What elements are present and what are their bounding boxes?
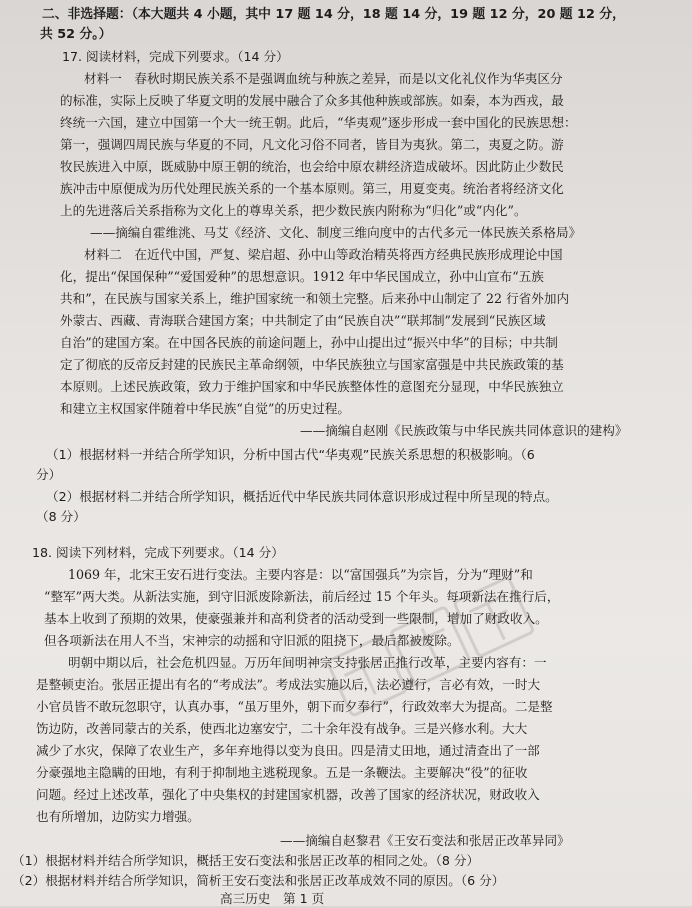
q17-m1-line: 材料一 春秋时期民族关系不是强调血统与种族之差异，而是以文化礼仪作为华夷区分 xyxy=(84,71,563,86)
q17-sub1-cont: 分） xyxy=(36,467,62,482)
q18-line: 基本上收到了预期的效果，使豪强兼并和高利贷者的活动受到一些限制，增加了财政收入。 xyxy=(44,611,548,626)
q18-sub1: （1）根据材料并结合所学知识，概括王安石变法和张居正改革的相同之处。（8 分） xyxy=(12,853,480,868)
q18-line: 但各项新法在用人不当，宋神宗的动摇和守旧派的阻挠下，最后都被废除。 xyxy=(44,633,460,648)
q17-source2: ——摘编自赵刚《民族政策与中华民族共同体意识的建构》 xyxy=(300,423,628,438)
q18-prompt: 18. 阅读下列材料，完成下列要求。（14 分） xyxy=(32,545,284,560)
q18-line: 也有所增加，边防实力增强。 xyxy=(36,809,200,824)
q18-line: 是整顿吏治。张居正提出有名的“考成法”。考成法实施以后，法必遵行，言必有效，一时大 xyxy=(36,677,541,692)
q18-line: 分豪强地主隐瞒的田地，有利于抑制地主逃税现象。五是一条鞭法。主要解决“役”的征收 xyxy=(36,765,528,780)
q17-m2-line: 共和”，在民族与国家关系上，维护国家统一和领土完整。后来孙中山制定了 22 行省外加内 xyxy=(60,291,570,306)
q17-m2-line: 自治”的建国方案。在中国各民族的前途问题上，孙中山提出过“振兴中华”的目标；中共制 xyxy=(60,335,558,350)
q17-m1-line: 上的先进落后关系指称为文化上的尊卑关系，把少数民族内附称为“归化”或“内化”。 xyxy=(60,203,527,218)
q18-line: 饬边防，改善同蒙古的关系，使西北边塞安宁，二十余年没有战争。三是兴修水利。大大 xyxy=(36,721,528,736)
q17-sub1: （1）根据材料一并结合所学知识，分析中国古代“华夷观”民族关系思想的积极影响。（6 xyxy=(46,447,535,462)
section-header: 二、非选择题：（本大题共 4 小题，其中 17 题 14 分，18 题 14 分，19 题 12 分，20 题 12 分， xyxy=(42,7,625,22)
q17-m1-line: 第一，强调四周民族与华夏的不同，凡文化习俗不同者，皆目为夷狄。第二，夷夏之防。游 xyxy=(60,137,564,152)
section-header-cont: 共 52 分。） xyxy=(40,27,112,42)
q17-m2-line: 定了彻底的反帝反封建的民族民主革命纲领，中华民族独立与国家富强是中共民族政策的基 xyxy=(60,357,564,372)
q18-line: 问题。经过上述改革，强化了中央集权的封建国家机器，改善了国家的经济状况，财政收入 xyxy=(36,787,540,802)
q17-m1-line: 牧民族进入中原，既威胁中原王朝的统治，也会给中原农耕经济造成破坏。因此防止少数民 xyxy=(60,159,564,174)
page-footer: 高三历史 第 1 页 xyxy=(220,891,325,906)
q18-source: ——摘编自赵黎君《王安石变法和张居正改革异同》 xyxy=(280,833,570,848)
q17-m2-line: 和建立主权国家伴随着中华民族“自觉”的历史过程。 xyxy=(60,401,350,416)
q17-m1-line: 终统一六国，建立中国第一个大一统王朝。此后，“华夷观”逐步形成一套中国化的民族思想： xyxy=(60,115,577,130)
q18-line: 明朝中期以后，社会危机四显。万历年间明神宗支持张居正推行改革，主要内容有：一 xyxy=(68,655,547,670)
q17-m1-line: 族冲击中原便成为历代处理民族关系的一个基本原则。第三，用夏变夷。统治者将经济文化 xyxy=(60,181,564,196)
q17-m1-line: 的标准，实际上反映了华夏文明的发展中融合了众多其他种族或部族。如秦，本为西戎，最 xyxy=(60,93,564,108)
q17-m2-line: 材料二 在近代中国，严复、梁启超、孙中山等政治精英将西方经典民族形成理论中国 xyxy=(84,247,563,262)
q17-m2-line: 外蒙古、西藏、青海联合建国方案；中共制定了由“民族自决”“联邦制”发展到“民族区域 xyxy=(60,313,546,328)
q17-m2-line: 化，提出“保国保种”“爱国爱种”的思想意识。1912 年中华民国成立，孙中山宣布“五族 xyxy=(60,269,544,284)
q17-sub2: （2）根据材料二并结合所学知识，概括近代中华民族共同体意识形成过程中所呈现的特点。 xyxy=(46,489,558,504)
q17-source1: ——摘编自霍维洮、马艾《经济、文化、制度三维向度中的古代多元一体民族关系格局》 xyxy=(90,225,582,240)
q18-line: 小官员皆不敢玩忽职守，认真办事，“虽万里外，朝下而夕奉行”，行政效率大为提高。二是整 xyxy=(36,699,553,714)
q17-sub2-cont: （8 分） xyxy=(36,509,86,524)
q17-m2-line: 本原则。上述民族政策，致力于维护国家和中华民族整体性的意图充分显现，中华民族独立 xyxy=(60,379,564,394)
q18-line: 减少了水灾，保障了农业生产，多年弃地得以变为良田。四是清丈田地，通过清查出了一部 xyxy=(36,743,540,758)
q18-line: 1069 年，北宋王安石进行变法。主要内容是：以“富国强兵”为宗旨，分为“理财”和 xyxy=(68,567,533,582)
q18-sub2: （2）根据材料并结合所学知识，简析王安石变法和张居正改革成效不同的原因。（6 分） xyxy=(12,873,505,888)
q17-prompt: 17. 阅读材料，完成下列要求。（14 分） xyxy=(62,49,289,64)
q18-line: “整军”两大类。从新法实施，到守旧派废除新法，前后经过 15 个年头。每项新法在推行后， xyxy=(44,589,560,604)
